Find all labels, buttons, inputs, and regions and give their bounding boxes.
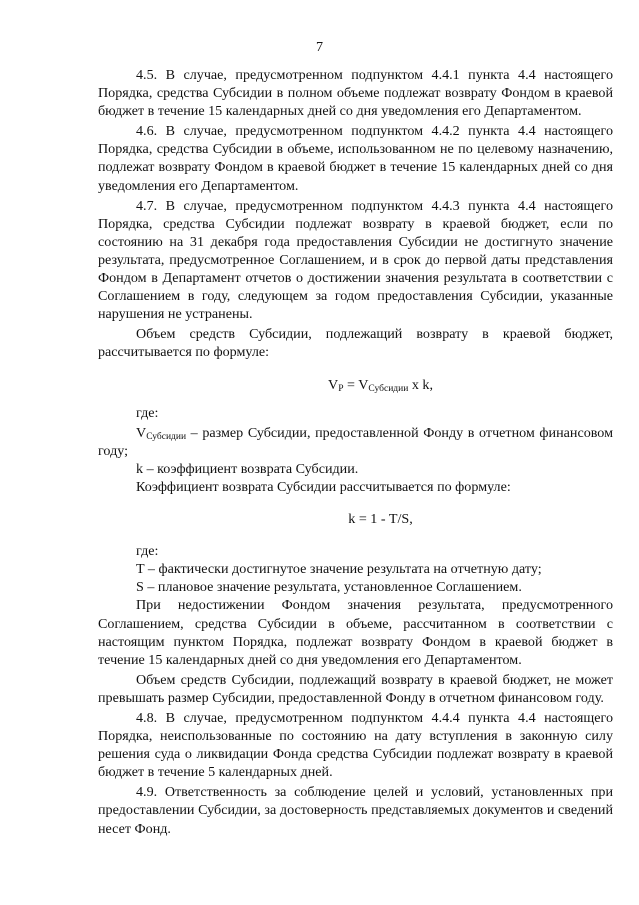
page-number: 7 xyxy=(315,39,324,55)
paragraph-refund-volume: Объем средств Субсидии, подлежащий возврату в краевой бюджет, рассчитывается по формуле: xyxy=(98,326,613,361)
document-body xyxy=(98,66,613,838)
where-label-2: где: xyxy=(136,543,159,560)
paragraph-coefficient: Коэффициент возврата Субсидии рассчитывается по формуле: xyxy=(136,478,511,495)
definition-k: k – коэффициент возврата Субсидии. xyxy=(136,460,359,477)
formula-eq: = V xyxy=(343,376,369,393)
paragraph-4-5: 4.5. В случае, предусмотренном подпунктом 4.4.1 пункта 4.4 настоящего Порядка, средства Субсидии в полном объеме подлежат возврату Фондом в краевой бюджет в течение 15 календарных дней со дня уведомления его Департаментом. xyxy=(98,67,613,120)
definition-t: T – фактически достигнутое значение результата на отчетную дату; xyxy=(136,561,542,578)
paragraph-4-6: 4.6. В случае, предусмотренном подпунктом 4.4.2 пункта 4.4 настоящего Порядка, средства Субсидии в объеме, использованном не по целевому назначению, подлежат возврату Фондом в краевой бюджет в течение 15 календарных дней со дня уведомления его Департаментом. xyxy=(98,123,613,194)
def-v-text: – размер Субсидии, предоставленной Фонду в отчетном финансовом году; xyxy=(98,424,613,459)
paragraph-4-8: 4.8. В случае, предусмотренном подпунктом 4.4.4 пункта 4.4 настоящего Порядка, неиспользованные по состоянию на дату вступления в законную силу решения суда о ликвидации Фонда средства Субсидии подлежат возврату в краевой бюджет в течение 5 календарных дней. xyxy=(98,710,613,781)
formula-coefficient: k = 1 - T/S, xyxy=(348,511,413,528)
formula-p-subscript: P xyxy=(338,383,344,394)
paragraph-non-achievement: При недостижении Фондом значения результата, предусмотренного Соглашением, средства Субсидии в объеме, рассчитанном в соответствии с настоящим пунктом Порядка, подлежат возврату Фондом в краевой бюджет в течение 15 календарных дней со дня уведомления его Департаментом. xyxy=(98,597,613,668)
formula-refund-volume xyxy=(98,376,613,394)
paragraph-volume-cap: Объем средств Субсидии, подлежащий возврату в краевой бюджет, не может превышать размер Субсидии, предоставленной Фонду в отчетном финансовом году. xyxy=(98,671,613,706)
where-label-1: где: xyxy=(136,404,159,421)
formula-v: V xyxy=(328,376,339,393)
formula-subsidy-subscript: Субсидии xyxy=(368,383,409,394)
paragraph-4-9: 4.9. Ответственность за соблюдение целей и условий, установленных при предоставлении Субсидии, за достоверность представляемых документов и сведений несет Фонд. xyxy=(98,784,613,837)
definition-v-subsidy xyxy=(98,424,613,460)
def-v-symbol: V xyxy=(136,424,147,441)
paragraph-4-7: 4.7. В случае, предусмотренном подпунктом 4.4.3 пункта 4.4 настоящего Порядка, средства Субсидии подлежат возврату в краевой бюджет, если по состоянию на 31 декабря года предоставления Субсидии не достигнуто значение результата, предусмотренное Соглашением, и в срок до первой даты представления Фондом в Департамент отчетов о достижении значения результата в соответствии с Соглашением в году, следующем за годом предоставления Субсидии, указанные нарушения не устранены. xyxy=(98,197,613,323)
def-v-subscript: Субсидии xyxy=(146,431,187,442)
definition-s: S – плановое значение результата, установленное Соглашением. xyxy=(136,579,522,596)
formula-tail: x k, xyxy=(408,376,433,393)
